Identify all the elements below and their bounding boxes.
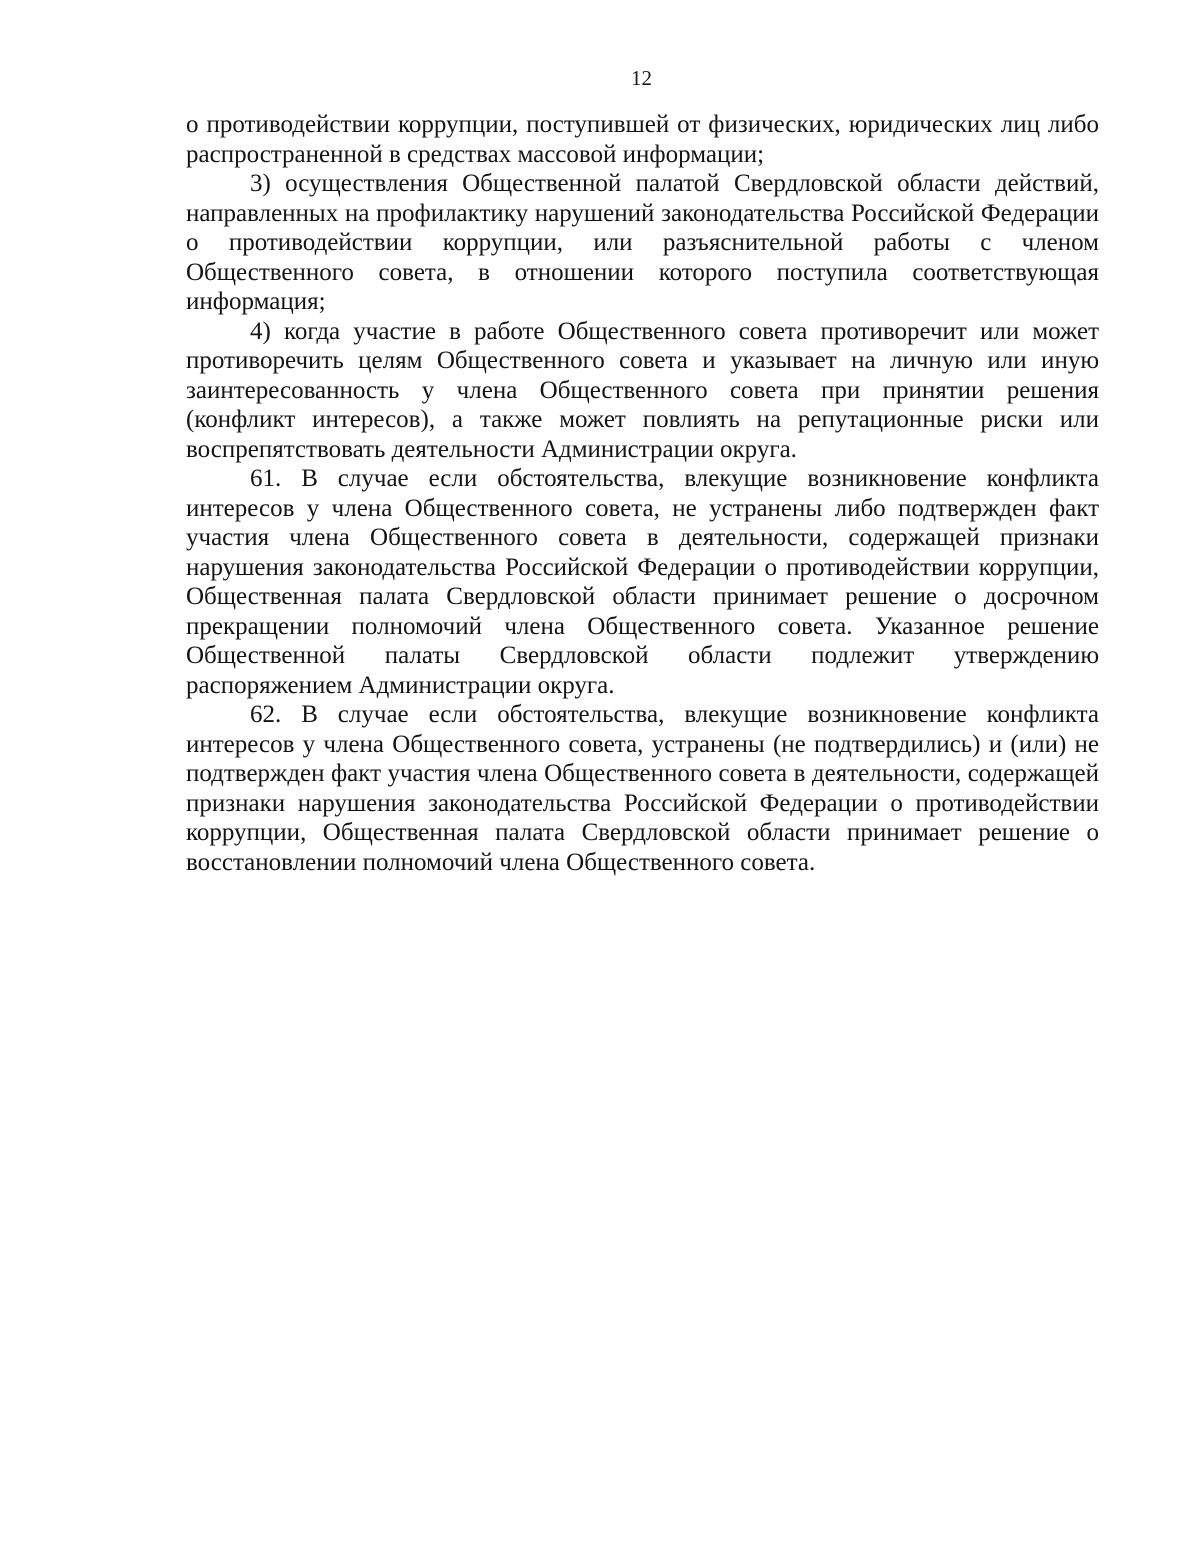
paragraph-item-3: 3) осуществления Общественной палатой Свердловской области действий, направленных на профилактику нарушений законодательства Российской Федерации о противодействии коррупции, или разъяснительной работы с членом Общественного совета, в отношении которого поступила соответствующая информация; <box>186 170 1099 315</box>
paragraph-61: 61. В случае если обстоятельства, влекущие возникновение конфликта интересов у члена Общественного совета, не устранены либо подтвержден факт участия члена Общественного совета в деятельности, содержащей признаки нарушения законодательства Российской Федерации о противодействии коррупции, Общественная палата Свердловской области принимает решение о досрочном прекращении полномочий члена Общественного совета. Указанное решение Общественной палаты Свердловской области подлежит утверждению распоряжением Администрации округа. <box>186 465 1099 699</box>
paragraph-continuation: о противодействии коррупции, поступившей от физических, юридических лиц либо распространенной в средствах массовой информации; <box>186 111 1099 168</box>
page-number: 12 <box>631 66 652 90</box>
paragraph-item-4: 4) когда участие в работе Общественного совета противоречит или может противоречить целям Общественного совета и указывает на личную или иную заинтересованность у члена Общественного совета при принятии решения (конфликт интересов), а также может повлиять на репутационные риски или воспрепятствовать деятельности Администрации округа. <box>186 317 1099 463</box>
paragraph-62: 62. В случае если обстоятельства, влекущие возникновение конфликта интересов у члена Общественного совета, устранены (не подтвердились) и (или) не подтвержден факт участия члена Общественного совета в деятельности, содержащей признаки нарушения законодательства Российской Федерации о противодействии коррупции, Общественная палата Свердловской области принимает решение о восстановлении полномочий члена Общественного совета. <box>186 701 1099 876</box>
document-body <box>186 110 1099 877</box>
